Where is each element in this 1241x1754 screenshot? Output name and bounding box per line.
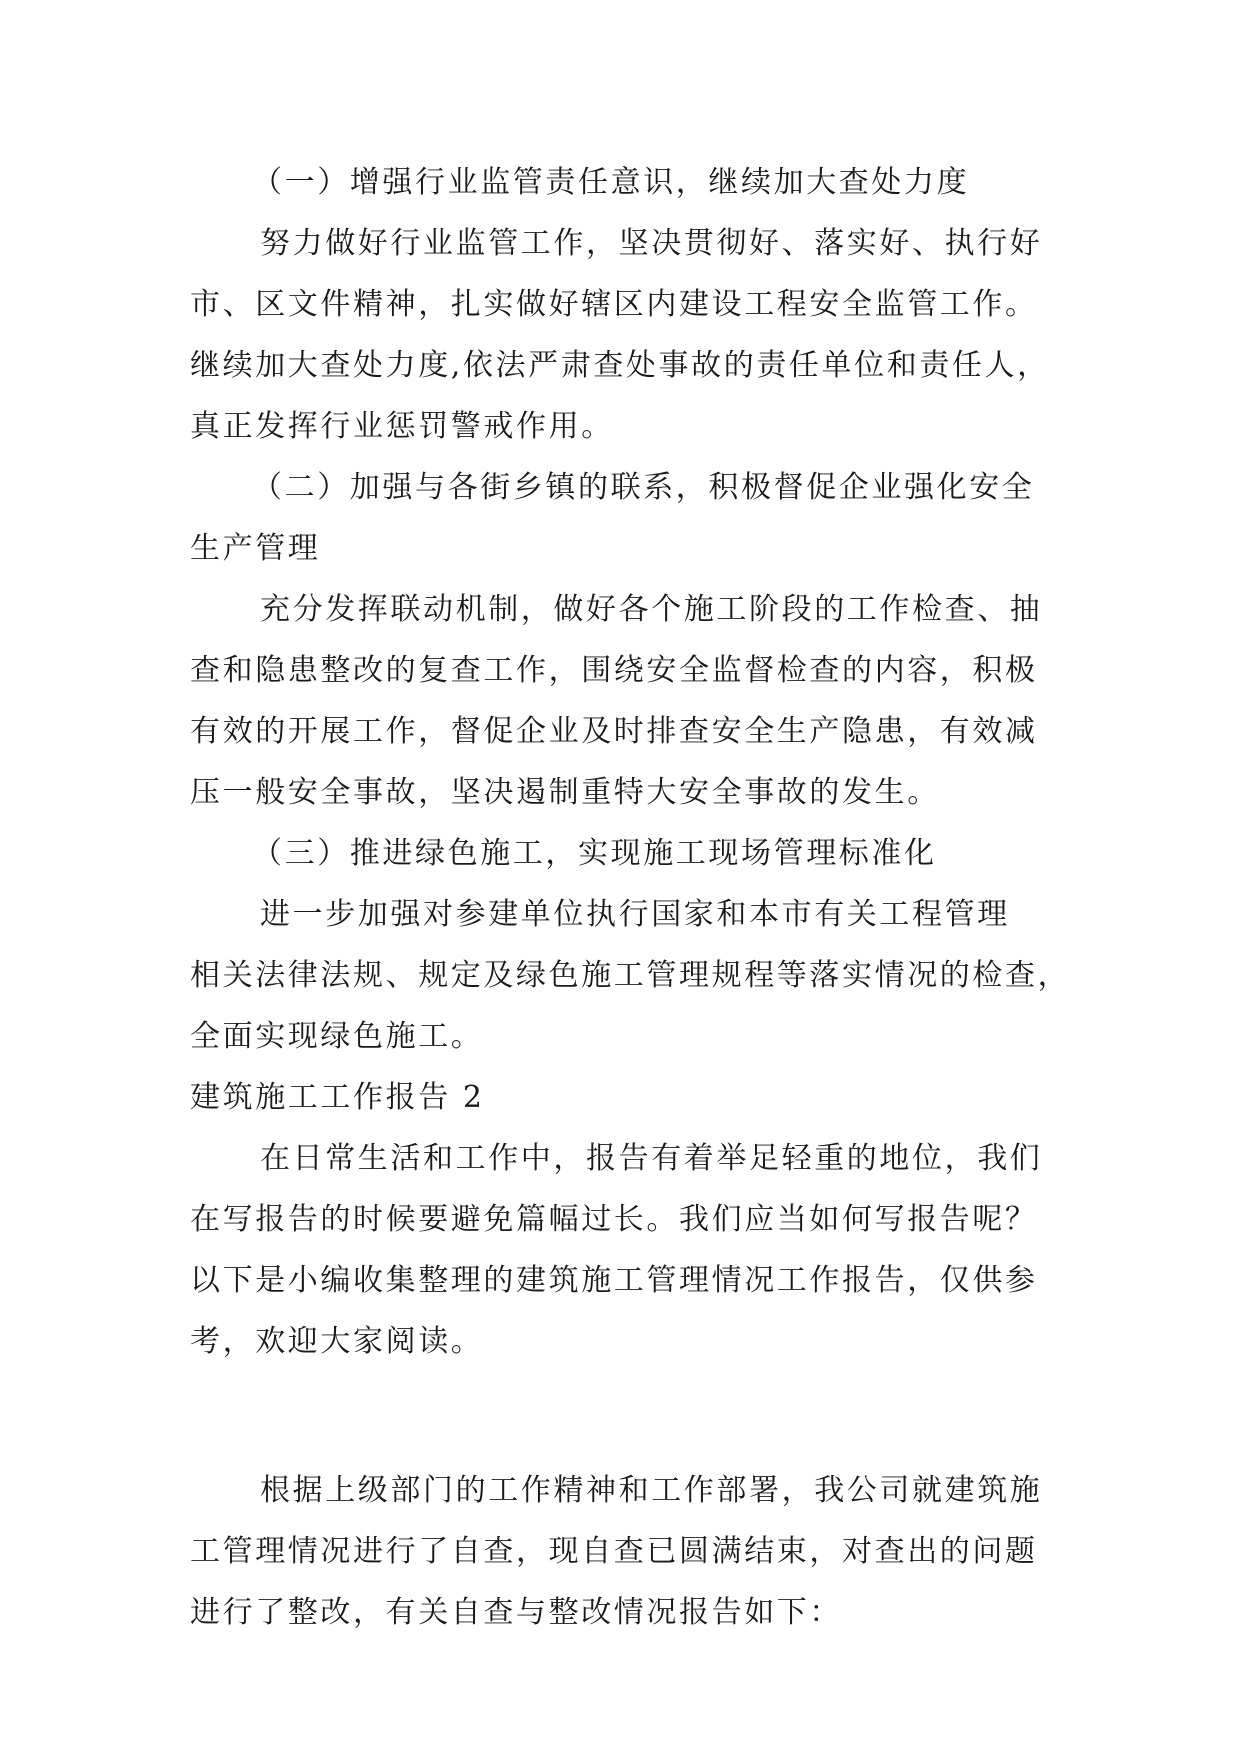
paragraph-line: 在写报告的时候要避免篇幅过长。我们应当如何写报告呢？ bbox=[190, 1202, 1038, 1237]
paragraph-line: 查和隐患整改的复查工作，围绕安全监督检查的内容，积极 bbox=[190, 653, 1038, 688]
paragraph-line: 真正发挥行业惩罚警戒作用。 bbox=[190, 409, 614, 444]
paragraph-line: 考，欢迎大家阅读。 bbox=[190, 1324, 484, 1359]
paragraph-line: 继续加大查处力度,依法严肃查处事故的责任单位和责任人， bbox=[190, 348, 1050, 383]
paragraph-gap bbox=[190, 1372, 1070, 1460]
paragraph-line: 充分发挥联动机制，做好各个施工阶段的工作检查、抽 bbox=[260, 592, 1043, 627]
section-heading-1: （一）增强行业监管责任意识，继续加大查处力度 bbox=[252, 165, 970, 200]
paragraph-line: 以下是小编收集整理的建筑施工管理情况工作报告，仅供参 bbox=[190, 1263, 1038, 1298]
paragraph-line: 工管理情况进行了自查，现自查已圆满结束，对查出的问题 bbox=[190, 1534, 1038, 1569]
paragraph-line: 进一步加强对参建单位执行国家和本市有关工程管理 bbox=[260, 897, 1010, 932]
paragraph-line: 相关法律法规、规定及绿色施工管理规程等落实情况的检查， bbox=[190, 958, 1071, 993]
paragraph-line: 进行了整改，有关自查与整改情况报告如下： bbox=[190, 1595, 842, 1630]
paragraph-line: 压一般安全事故，坚决遏制重特大安全事故的发生。 bbox=[190, 775, 940, 810]
paragraph-line: 努力做好行业监管工作，坚决贯彻好、落实好、执行好 bbox=[260, 226, 1043, 261]
paragraph-line: 根据上级部门的工作精神和工作部署，我公司就建筑施 bbox=[260, 1473, 1043, 1508]
section-heading-2: （二）加强与各街乡镇的联系，积极督促企业强化安全 bbox=[252, 470, 1035, 505]
paragraph-line: 在日常生活和工作中，报告有着举足轻重的地位，我们 bbox=[260, 1141, 1043, 1176]
paragraph-line: 有效的开展工作，督促企业及时排查安全生产隐患，有效减 bbox=[190, 714, 1038, 749]
section-heading-3: （三）推进绿色施工，实现施工现场管理标准化 bbox=[252, 836, 937, 871]
paragraph-line: 全面实现绿色施工。 bbox=[190, 1019, 484, 1054]
paragraph-line: 市、区文件精神，扎实做好辖区内建设工程安全监管工作。 bbox=[190, 287, 1038, 322]
document-body bbox=[190, 152, 1070, 1643]
report-title: 建筑施工工作报告 2 bbox=[190, 1080, 485, 1115]
section-heading-2-continued: 生产管理 bbox=[190, 531, 321, 566]
